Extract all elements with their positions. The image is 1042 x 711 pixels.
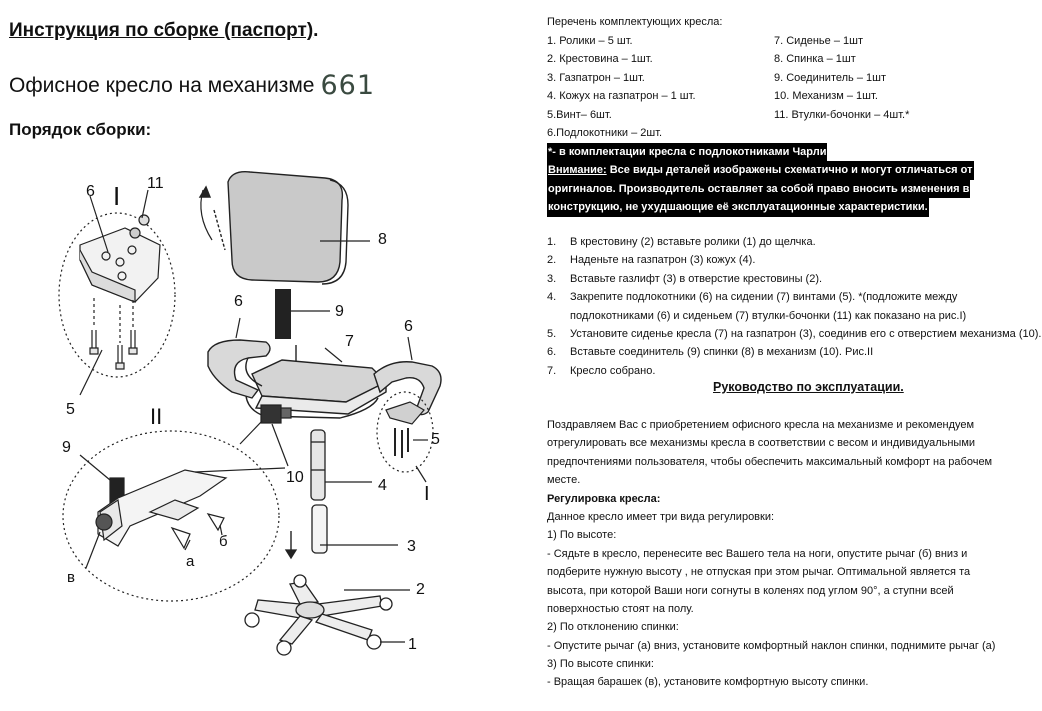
product-name: Офисное кресло на механизме bbox=[9, 74, 315, 97]
parts-row bbox=[547, 87, 974, 106]
manual-line: месте. bbox=[547, 474, 581, 487]
part-item: 4. Кожух на газпатрон – 1 шт. bbox=[547, 90, 696, 102]
assembly-steps bbox=[547, 233, 1041, 380]
part-item: 10. Механизм – 1шт. bbox=[774, 90, 878, 102]
label-11: 11 bbox=[147, 175, 164, 192]
part-item: 9. Соединитель – 1шт bbox=[774, 71, 886, 84]
left-armrest bbox=[208, 318, 270, 398]
label-2: 2 bbox=[416, 581, 425, 598]
notice-line-2: оригиналов. Производитель оставляет за собой право вносить изменения в bbox=[547, 180, 970, 199]
manual-line: 2) По отклонению спинки: bbox=[547, 621, 679, 634]
label-10: 10 bbox=[286, 469, 304, 486]
step-number: 7. bbox=[547, 364, 557, 377]
backrest-connector bbox=[275, 289, 330, 370]
parts-heading: Перечень комплектующих кресла: bbox=[547, 16, 723, 28]
label-7: 7 bbox=[345, 333, 354, 350]
mechanism bbox=[240, 405, 291, 466]
gas-lift bbox=[286, 505, 398, 558]
label-4: 4 bbox=[378, 477, 387, 494]
manual-line: Данное кресло имеет три вида регулировки: bbox=[547, 510, 775, 523]
part-item: 11. Втулки-бочонки – 4шт.* bbox=[774, 108, 910, 121]
chair-base bbox=[245, 575, 410, 655]
step-item bbox=[547, 343, 1041, 361]
manual-line: отрегулировать все механизмы кресла в соответствии с весом и индивидуальными bbox=[547, 437, 976, 450]
step-item bbox=[547, 251, 1041, 269]
manual-line: - Вращая барашек (в), установите комфортную высоту спинки. bbox=[547, 676, 869, 689]
parts-list bbox=[547, 13, 974, 217]
notice-row bbox=[547, 198, 974, 217]
manual-line: - Сядьте в кресло, перенесите вес Вашего тела на ноги, опустите рычаг (б) вниз и bbox=[547, 547, 968, 560]
assembly-heading: Порядок сборки: bbox=[9, 120, 152, 139]
notice-text: Все виды деталей изображены схематично и могут отличаться от bbox=[606, 164, 973, 176]
parts-row bbox=[547, 32, 974, 51]
step-item bbox=[547, 325, 1041, 343]
label-6-detail: 6 bbox=[86, 183, 95, 200]
manual-line: подберите нужную высоту , не отпуская при этом рычаг. Оптимальной является та bbox=[547, 566, 971, 579]
adjust-heading: Регулировка кресла: bbox=[547, 492, 661, 505]
step-text: Установите сиденье кресла (7) на газпатрон (3), соединив его с отверстием механизма (10). bbox=[570, 327, 1042, 340]
gas-lift-cover bbox=[311, 430, 372, 500]
notice-row bbox=[547, 161, 974, 180]
manual-line: поверхностью стоят на полу. bbox=[547, 602, 694, 615]
label-8: 8 bbox=[378, 231, 387, 248]
attention-label: Внимание: bbox=[548, 164, 607, 176]
label-lever-b: б bbox=[219, 533, 228, 550]
label-9-detail: 9 bbox=[62, 439, 71, 456]
manual-line: предпочтениями пользователя, чтобы обеспечить максимальный комфорт на рабочем bbox=[547, 455, 993, 468]
part-item: 8. Спинка – 1шт bbox=[774, 53, 856, 65]
step-item bbox=[547, 233, 1041, 251]
label-9: 9 bbox=[335, 303, 344, 320]
manual-line: 3) По высоте спинки: bbox=[547, 658, 654, 671]
roman-i-left: I bbox=[113, 181, 121, 211]
step-text: Вставьте соединитель (9) спинки (8) в механизм (10). Рис.II bbox=[570, 346, 874, 359]
step-item bbox=[547, 270, 1041, 288]
document-title-block bbox=[9, 20, 318, 42]
detail-circle-ii bbox=[63, 431, 285, 601]
title-period: . bbox=[313, 20, 319, 41]
step-text: Кресло собрано. bbox=[570, 364, 656, 377]
manual-line: высота, при которой Ваши ноги согнуты в коленях под углом 90°, а ступни всей bbox=[547, 584, 954, 597]
part-item: 1. Ролики – 5 шт. bbox=[547, 34, 633, 47]
notice-footnote: *- в комплектации кресла с подлокотниками Чарли bbox=[547, 143, 827, 162]
step-number: 2. bbox=[547, 254, 557, 267]
step-text: подлокотниками (6) и сиденьем (7) втулки-бочонки (11) как показано на рис.I) bbox=[570, 309, 967, 322]
label-5-right: 5 bbox=[431, 431, 440, 448]
part-item: 2. Крестовина – 1шт. bbox=[547, 53, 653, 65]
roman-i-right: I bbox=[424, 483, 430, 505]
part-item: 5.Винт– 6шт. bbox=[547, 108, 612, 121]
step-text: Вставьте газлифт (3) в отверстие крестовины (2). bbox=[570, 272, 823, 285]
step-item bbox=[547, 288, 1041, 306]
parts-row bbox=[547, 50, 974, 69]
chair-back bbox=[200, 172, 348, 284]
label-lever-a: а bbox=[186, 553, 195, 570]
product-subtitle bbox=[9, 70, 375, 101]
manual-heading: Руководство по эксплуатации. bbox=[713, 380, 904, 394]
step-number: 6. bbox=[547, 346, 557, 359]
label-6-right-arm: 6 bbox=[404, 318, 413, 335]
notice-row bbox=[547, 180, 974, 199]
label-3: 3 bbox=[407, 538, 416, 555]
part-item: 7. Сиденье – 1шт bbox=[774, 34, 863, 47]
model-number: 661 bbox=[320, 70, 376, 101]
document-title: Инструкция по сборке (паспорт) bbox=[9, 20, 314, 41]
step-item bbox=[547, 362, 1041, 380]
step-number: 1. bbox=[547, 236, 557, 248]
manual-body bbox=[547, 416, 995, 692]
step-text: В крестовину (2) вставьте ролики (1) до щелчка. bbox=[570, 236, 816, 248]
part-item: 3. Газпатрон – 1шт. bbox=[547, 71, 645, 84]
parts-row bbox=[547, 124, 974, 143]
parts-row bbox=[547, 69, 974, 88]
parts-row bbox=[547, 106, 974, 125]
assembly-diagram bbox=[0, 155, 540, 711]
notice-line-3: конструкцию, не ухудшающие её эксплуатационные характеристики. bbox=[547, 198, 929, 217]
detail-circle-i bbox=[59, 190, 175, 395]
step-item bbox=[547, 307, 1041, 325]
label-5-detail: 5 bbox=[66, 401, 75, 418]
label-lever-v: в bbox=[67, 569, 75, 586]
manual-line: Поздравляем Вас с приобретением офисного кресла на механизме и рекомендуем bbox=[547, 419, 975, 431]
manual-line: - Опустите рычаг (а) вниз, установите комфортный наклон спинки, поднимите рычаг (а) bbox=[547, 639, 996, 652]
step-text: Закрепите подлокотники (6) на сидении (7) винтами (5). *(подложите между bbox=[570, 291, 958, 304]
notice-footnote-row bbox=[547, 143, 974, 162]
roman-ii: II bbox=[150, 404, 163, 429]
step-text: Наденьте на газпатрон (3) кожух (4). bbox=[570, 254, 756, 267]
step-number: 4. bbox=[547, 291, 557, 304]
step-number: 5. bbox=[547, 327, 557, 340]
notice-line-1 bbox=[547, 161, 974, 180]
part-item: 6.Подлокотники – 2шт. bbox=[547, 127, 663, 139]
step-number: 3. bbox=[547, 272, 557, 285]
label-6-left-arm: 6 bbox=[234, 293, 243, 310]
manual-line: 1) По высоте: bbox=[547, 529, 617, 542]
label-1: 1 bbox=[408, 636, 417, 653]
